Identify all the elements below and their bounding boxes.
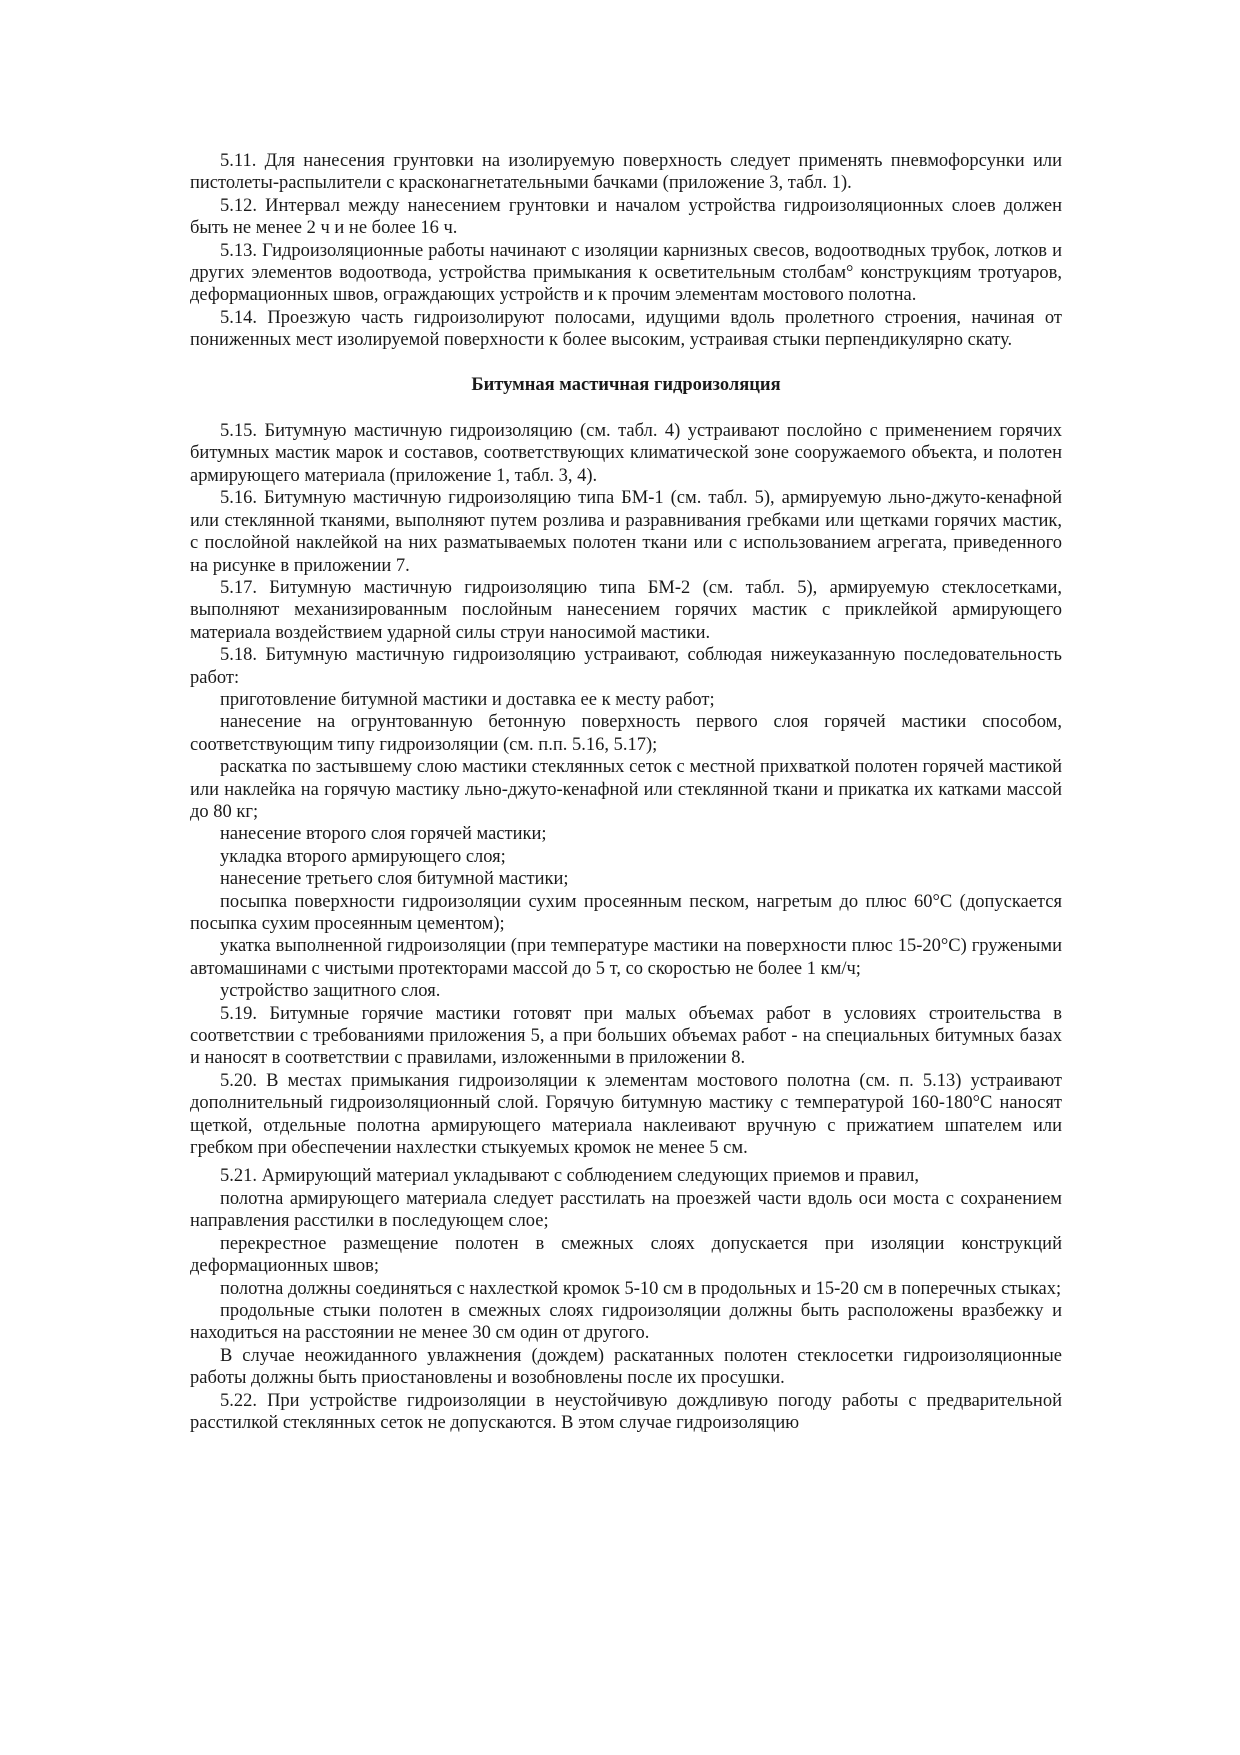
paragraph-5-16: 5.16. Битумную мастичную гидроизоляцию типа БМ-1 (см. табл. 5), армируемую льно-джуто-кенафной или стеклянной тканями, выполняют путем розлива и разравнивания гребками или щетками горячих мастик, с послойной наклейкой на них разматываемых полотен ткани или с использованием агрегата, приведенного на рисунке в приложении 7.: [190, 488, 1062, 576]
paragraph-5-19: 5.19. Битумные горячие мастики готовят при малых объемах работ в условиях строительства в соответствии с требованиями приложения 5, а при больших объемах работ - на специальных битумных базах и наносят в соответствии с правилами, изложенными в приложении 8.: [190, 1003, 1062, 1069]
paragraph-5-11: 5.11. Для нанесения грунтовки на изолируемую поверхность следует применять пневмофорсунки или пистолеты-распылители с красконагнетательными бачками (приложение 3, табл. 1).: [190, 151, 1062, 194]
list-item: укатка выполненной гидроизоляции (при температуре мастики на поверхности плюс 15-20°С) гружеными автомашинами с чистыми протекторами массой до 5 т, со скоростью не более 1 км/ч;: [190, 936, 1062, 979]
paragraph-5-15: 5.15. Битумную мастичную гидроизоляцию (см. табл. 4) устраивают послойно с применением горячих битумных мастик марок и составов, соответствующих климатической зоне сооружаемого объекта, и полотен армирующего материала (приложение 1, табл. 3, 4).: [190, 421, 1062, 486]
list-item: укладка второго армирующего слоя;: [220, 846, 506, 867]
paragraph-5-22: 5.22. При устройстве гидроизоляции в неустойчивую дождливую погоду работы с предварительной расстилкой стеклянных сеток не допускаются. В этом случае гидроизоляцию: [190, 1390, 1062, 1433]
paragraph-5-12: 5.12. Интервал между нанесением грунтовки и началом устройства гидроизоляционных слоев должен быть не менее 2 ч и не более 16 ч.: [190, 195, 1062, 239]
list-item: посыпка поверхности гидроизоляции сухим просеянным песком, нагретым до плюс 60°С (допускается посыпка сухим просеянным цементом);: [190, 891, 1062, 934]
paragraph-5-20: 5.20. В местах примыкания гидроизоляции к элементам мостового полотна (см. п. 5.13) устраивают дополнительный гидроизоляционный слой. Горячую битумную мастику с температурой 160-180°С наносят щеткой, отдельные полотна армирующего материала наклеивают вручную с прижатием шпателем или гребком при обеспечении нахлестки стыкуемых кромок не менее 5 см.: [190, 1070, 1062, 1159]
list-item: полотна должны соединяться с нахлесткой кромок 5-10 см в продольных и 15-20 см в поперечных стыках;: [220, 1278, 1062, 1299]
list-item: полотна армирующего материала следует расстилать на проезжей части вдоль оси моста с сохранением направления расстилки в последующем слое;: [190, 1188, 1062, 1232]
paragraph-5-17: 5.17. Битумную мастичную гидроизоляцию типа БМ-2 (см. табл. 5), армируемую стеклосетками, выполняют механизированным послойным нанесением горячих мастик с приклейкой армирующего материала воздействием ударной силы струи наносимой мастики.: [190, 577, 1062, 643]
list-item: устройство защитного слоя.: [220, 981, 441, 1002]
list-item: приготовление битумной мастики и доставка ее к месту работ;: [220, 689, 715, 710]
list-item: нанесение третьего слоя битумной мастики;: [220, 869, 569, 890]
list-item: нанесение второго слоя горячей мастики;: [220, 824, 547, 845]
section-heading: Битумная мастичная гидроизоляция: [471, 374, 781, 395]
paragraph-rain-note: В случае неожиданного увлажнения (дождем) раскатанных полотен стеклосетки гидроизоляционные работы должны быть приостановлены и возобновлены после их просушки.: [190, 1345, 1062, 1389]
list-item: продольные стыки полотен в смежных слоях гидроизоляции должны быть расположены вразбежку и находиться на расстоянии не менее 30 см один от другого.: [190, 1300, 1062, 1344]
paragraph-5-13: 5.13. Гидроизоляционные работы начинают с изоляции карнизных свесов, водоотводных трубок, лотков и других элементов водоотвода, устройства примыкания к осветительным столбам° конструкциям тротуаров, деформационных швов, ограждающих устройств и к прочим элементам мостового полотна.: [190, 240, 1062, 306]
document-page: [190, 150, 1062, 1434]
paragraph-5-14: 5.14. Проезжую часть гидроизолируют полосами, идущими вдоль пролетного строения, начиная от пониженных мест изолируемой поверхности к более высоким, устраивая стыки перпендикулярно скату.: [190, 307, 1062, 351]
list-item: перекрестное размещение полотен в смежных слоях допускается при изоляции конструкций деформационных швов;: [190, 1233, 1062, 1277]
list-item: раскатка по застывшему слою мастики стеклянных сеток с местной прихваткой полотен горячей мастикой или наклейка на горячую мастику льно-джуто-кенафной или стеклянной ткани и прикатка их катками массой до 80 кг;: [190, 757, 1062, 822]
list-item: нанесение на огрунтованную бетонную поверхность первого слоя горячей мастики способом, соответствующим типу гидроизоляции (см. п.п. 5.16, 5.17);: [190, 712, 1062, 755]
paragraph-5-21: 5.21. Армирующий материал укладывают с соблюдением следующих приемов и правил,: [220, 1166, 920, 1187]
paragraph-5-18: 5.18. Битумную мастичную гидроизоляцию устраивают, соблюдая нижеуказанную последовательность работ:: [190, 645, 1062, 688]
